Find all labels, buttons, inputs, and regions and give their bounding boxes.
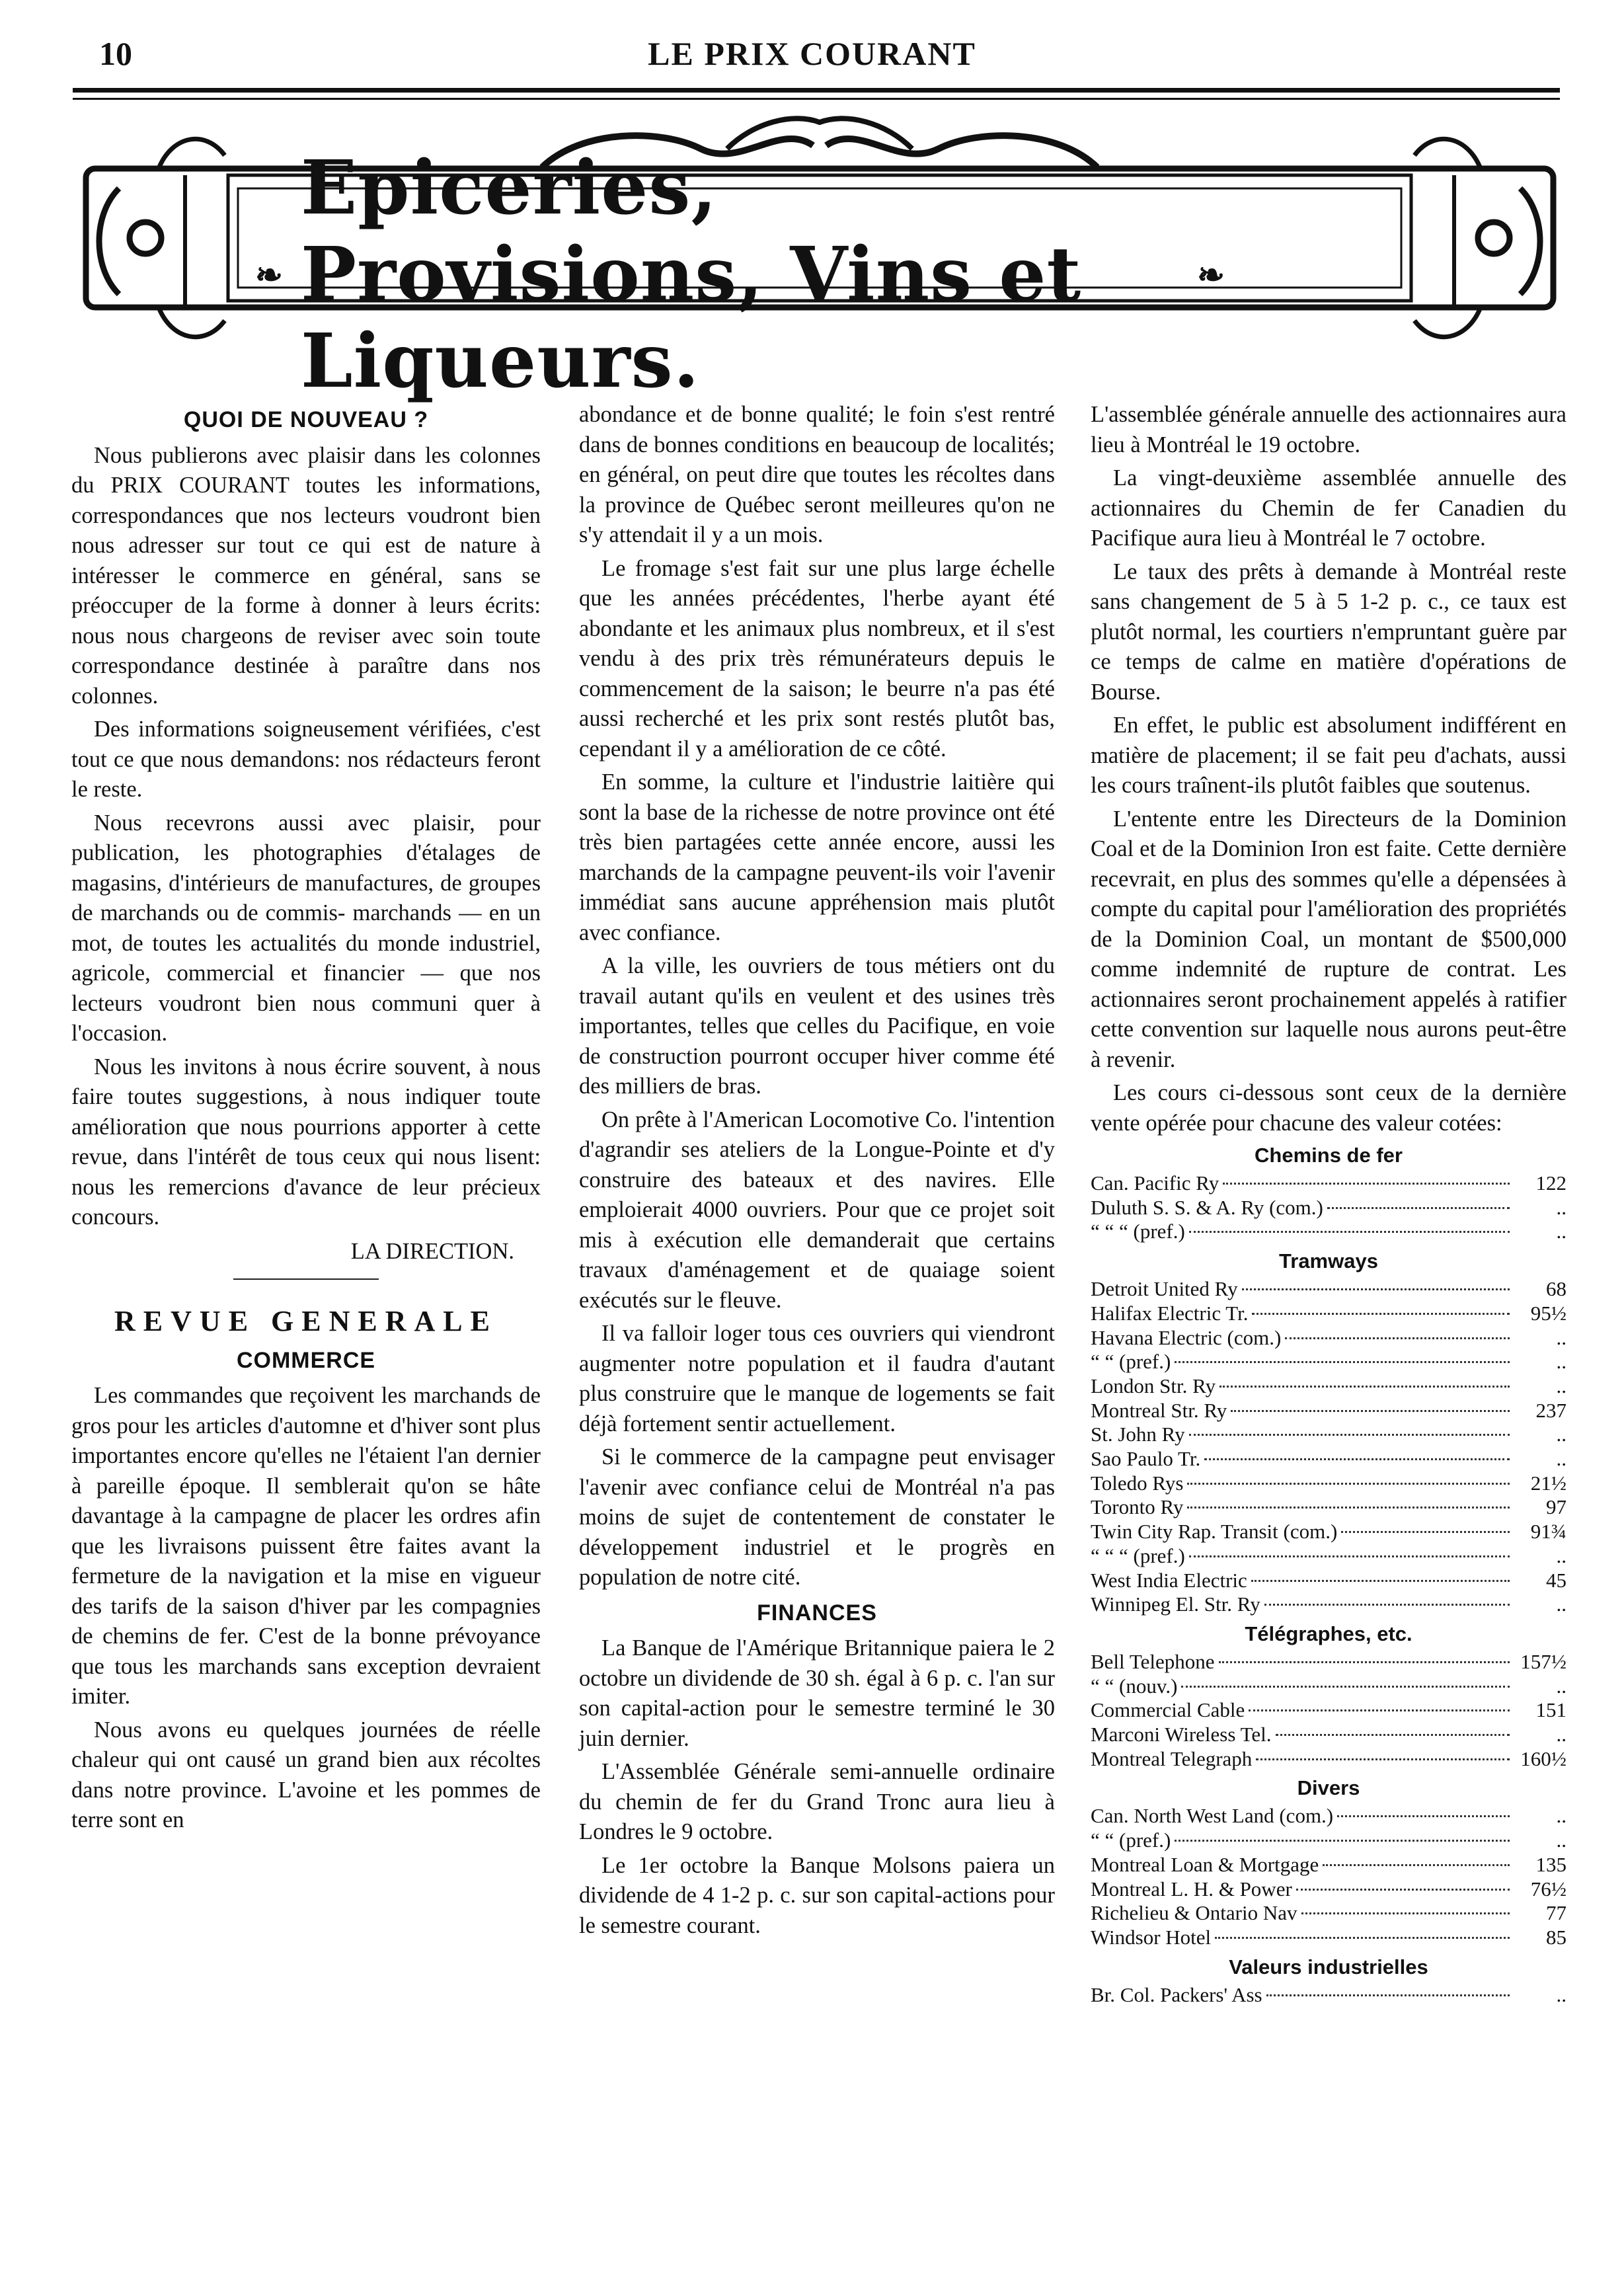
paragraph: Des informations soigneusement vérifiées, c'est tout ce que nous demandons: nos rédacteurs feront le reste. xyxy=(71,717,541,802)
paragraph: Le taux des prêts à demande à Montréal reste sans changement de 5 à 5 1-2 p. c., ce taux est plutôt normal, les courtiers n'empruntant guère par ce temps de calme en matière d'opérations de Bourse. xyxy=(1091,559,1566,705)
stock-name: Windsor Hotel xyxy=(1091,1925,1212,1949)
dot-leader xyxy=(1189,1231,1510,1233)
stock-group-heading: Télégraphes, etc. xyxy=(1245,1622,1412,1645)
stock-name: Can. Pacific Ry xyxy=(1091,1171,1219,1195)
stock-row xyxy=(1091,1698,1566,1723)
stock-price: 160½ xyxy=(1520,1746,1566,1770)
stock-row xyxy=(1091,1374,1566,1399)
stock-price: 77 xyxy=(1546,1901,1566,1925)
stock-name: Twin City Rap. Transit (com.) xyxy=(1091,1520,1338,1544)
stock-price: .. xyxy=(1556,1804,1566,1828)
stock-row xyxy=(1091,1569,1566,1593)
stock-price: 21½ xyxy=(1530,1471,1566,1495)
dot-leader xyxy=(1231,1410,1510,1412)
stock-price: .. xyxy=(1556,1592,1566,1616)
dot-leader xyxy=(1337,1815,1510,1817)
stock-price: 151 xyxy=(1535,1698,1566,1722)
stock-row xyxy=(1091,1220,1566,1244)
stock-row xyxy=(1091,1350,1566,1374)
dot-leader xyxy=(1276,1734,1510,1736)
paragraph: Si le commerce de la campagne peut envisager l'avenir avec confiance celui de Montréal n'a pas moins de sujet de contentement de constater le développement industriel et le progrès en population de notre cité. xyxy=(579,1444,1055,1590)
stock-row xyxy=(1091,1302,1566,1326)
paragraph: Nous publierons avec plaisir dans les colonnes du PRIX COURANT toutes les informations, correspondances que nos lecteurs voudront bien nous adresser sur tout ce qui est de nature à intéresser le commerce en général, sans se préoccuper de la forme à donner à leurs écrits: nous nous chargeons de reviser avec soin toute correspondance destinée à paraître dans nos colonnes. xyxy=(71,442,541,709)
dot-leader xyxy=(1242,1288,1510,1290)
stock-name: “ “ (nouv.) xyxy=(1091,1674,1178,1698)
paragraph: Les cours ci-dessous sont ceux de la dernière vente opérée pour chacune des valeur cotées: xyxy=(1091,1080,1566,1136)
stock-name: Montreal L. H. & Power xyxy=(1091,1877,1292,1901)
stock-row xyxy=(1091,1326,1566,1351)
stock-name: “ “ (pref.) xyxy=(1091,1828,1171,1852)
stock-name: Montreal Str. Ry xyxy=(1091,1398,1227,1422)
paragraph: On prête à l'American Locomotive Co. l'intention d'agrandir ses ateliers de la Longue-Pointe et d'y construire des bateaux et des navires. Elle emploierait 4000 ouvriers. Pour que ce projet soit mis à exécution elle demanderait que certains travaux d'aménagement et de quaiage soient exécutés sur le fleuve. xyxy=(579,1107,1055,1313)
stock-row xyxy=(1091,1853,1566,1877)
dot-leader xyxy=(1204,1458,1510,1460)
stock-name: Montreal Loan & Mortgage xyxy=(1091,1852,1319,1876)
stock-row xyxy=(1091,1901,1566,1926)
stock-row xyxy=(1091,1447,1566,1471)
stock-row xyxy=(1091,1399,1566,1423)
stock-price: 45 xyxy=(1546,1568,1566,1592)
stock-price: 85 xyxy=(1546,1925,1566,1949)
stock-name: Bell Telephone xyxy=(1091,1649,1215,1673)
stock-name: Commercial Cable xyxy=(1091,1698,1245,1722)
column-left xyxy=(71,400,541,1836)
paragraph: Nous les invitons à nous écrire souvent, à nous faire toutes suggestions, à nous indiquer toute amélioration que nous pourrions apporter à cette revue, dans l'intérêt de tous ceux qui nous lisent: nous les remercions d'avance de leur précieux concours. xyxy=(71,1054,541,1230)
banner-title-text: Epiceries, Provisions, Vins et Liqueurs. xyxy=(300,144,1082,405)
paragraph: L'assemblée générale annuelle des actionnaires aura lieu à Montréal le 19 octobre. xyxy=(1091,402,1566,457)
stock-price: 157½ xyxy=(1520,1649,1566,1673)
stock-row xyxy=(1091,1520,1566,1544)
stock-name: Duluth S. S. & A. Ry (com.) xyxy=(1091,1195,1323,1219)
dot-leader xyxy=(1341,1531,1510,1533)
stock-price: .. xyxy=(1556,1674,1566,1698)
stock-name: London Str. Ry xyxy=(1091,1374,1216,1397)
stock-price: .. xyxy=(1556,1374,1566,1397)
stock-price: 76½ xyxy=(1530,1877,1566,1901)
stock-name: Marconi Wireless Tel. xyxy=(1091,1723,1272,1746)
stock-group-heading: Tramways xyxy=(1279,1249,1378,1273)
page-number: 10 xyxy=(99,35,132,72)
stock-row xyxy=(1091,1747,1566,1772)
paragraph: A la ville, les ouvriers de tous métiers ont du travail autant qu'ils en veulent et des usines très importantes, telles que celles du Pacifique, en voie de construction pourront occuper hiver comme été des milliers de bras. xyxy=(579,953,1055,1099)
paragraph: En somme, la culture et l'industrie laitière qui sont la base de la richesse de notre province ont été très bien partagées cette année encore, aussi les marchands de la campagne peuvent-ils voir l'avenir immédiat sans aucune appréhension mais plutôt avec confiance. xyxy=(579,769,1055,945)
paragraph: La vingt-deuxième assemblée annuelle des actionnaires du Chemin de fer Canadien du Pacifique aura lieu à Montréal le 7 octobre. xyxy=(1091,465,1566,551)
stock-row xyxy=(1091,1723,1566,1747)
stock-price: 68 xyxy=(1546,1277,1566,1301)
paragraph: abondance et de bonne qualité; le foin s'est rentré dans de bonnes conditions en beaucoup de localités; en général, on peut dire que toutes les récoltes dans la province de Québec seront meilleures qu'on ne s'y attendait il y a un mois. xyxy=(579,402,1055,547)
dot-leader xyxy=(1256,1758,1510,1760)
stock-price: .. xyxy=(1556,1350,1566,1374)
stock-row xyxy=(1091,1804,1566,1828)
dot-leader xyxy=(1296,1889,1510,1891)
banner-title xyxy=(238,144,1243,405)
stock-price: 135 xyxy=(1535,1852,1566,1876)
banner-ornament-right: ❧ xyxy=(1197,255,1225,294)
stock-name: Winnipeg El. Str. Ry xyxy=(1091,1592,1260,1616)
stock-price: 95½ xyxy=(1530,1301,1566,1325)
dot-leader xyxy=(1189,1434,1510,1436)
stock-name: “ “ (pref.) xyxy=(1091,1350,1171,1374)
stock-row xyxy=(1091,1650,1566,1674)
paragraph: Nous recevrons aussi avec plaisir, pour publication, les photographies d'étalages de magasins, d'intérieurs de manufactures, de groupes de marchands ou de commis- marchands — en un mot, de toutes les actualités du monde industriel, agricole, commercial et financier — que nos lecteurs voudront bien nous communi quer à l'occasion. xyxy=(71,810,541,1046)
stock-price: .. xyxy=(1556,1723,1566,1746)
stock-name: “ “ “ (pref.) xyxy=(1091,1220,1185,1243)
paragraph: Nous avons eu quelques journées de réelle chaleur qui ont causé un grand bien aux récoltes dans notre province. L'avoine et les pommes de terre sont en xyxy=(71,1717,541,1832)
stock-row xyxy=(1091,1828,1566,1853)
stock-name: Can. North West Land (com.) xyxy=(1091,1804,1334,1828)
paragraph: La Banque de l'Amérique Britannique paiera le 2 octobre un dividende de 30 sh. égal à 6 p. c. l'an sur son capital-action pour le semestre terminé le 30 juin dernier. xyxy=(579,1635,1055,1751)
dot-leader xyxy=(1301,1912,1510,1914)
stock-name: Sao Paulo Tr. xyxy=(1091,1447,1201,1471)
stock-name: Havana Electric (com.) xyxy=(1091,1325,1282,1349)
stock-price: 122 xyxy=(1535,1171,1566,1195)
dot-leader xyxy=(1252,1313,1510,1315)
heading-commerce: COMMERCE xyxy=(236,1347,376,1373)
dot-leader xyxy=(1219,1661,1510,1663)
dot-leader xyxy=(1285,1337,1510,1339)
stock-name: St. John Ry xyxy=(1091,1423,1185,1446)
stock-price: .. xyxy=(1556,1423,1566,1446)
stock-row xyxy=(1091,1674,1566,1699)
header-rule-thick xyxy=(73,88,1560,93)
column-divider xyxy=(233,1278,379,1280)
stock-group-heading: Divers xyxy=(1297,1776,1360,1800)
stock-price: .. xyxy=(1556,1447,1566,1471)
paragraph: L'entente entre les Directeurs de la Dominion Coal et de la Dominion Iron est faite. Cette dernière recevrait, en plus des sommes qu'elle a dépensées à compte du capital pour l'amélioration des propriétés de la Dominion Coal, un montant de $500,000 comme indemnité de rupture de contrat. Les actionnaires seront prochainement appelés à ratifier cette convention sur laquelle nous aurons peut-être à revenir. xyxy=(1091,806,1566,1072)
stock-name: Halifax Electric Tr. xyxy=(1091,1301,1249,1325)
dot-leader xyxy=(1323,1864,1510,1866)
dot-leader xyxy=(1187,1507,1510,1509)
dot-leader xyxy=(1175,1361,1510,1363)
stock-row xyxy=(1091,1926,1566,1950)
header-rule-thin xyxy=(73,98,1560,100)
stock-name: West India Electric xyxy=(1091,1568,1247,1592)
dot-leader xyxy=(1181,1686,1510,1688)
paragraph: En effet, le public est absolument indifférent en matière de placement; il se fait peu d'achats, aussi les cours traînent-ils plutôt faibles que soutenus. xyxy=(1091,713,1566,798)
stock-name: Richelieu & Ontario Nav xyxy=(1091,1901,1297,1925)
running-title: LE PRIX COURANT xyxy=(648,35,976,72)
dot-leader xyxy=(1187,1483,1510,1485)
stock-group-heading: Valeurs industrielles xyxy=(1229,1955,1428,1979)
stock-price: .. xyxy=(1556,1828,1566,1852)
stock-row xyxy=(1091,1471,1566,1496)
section-title-revue-generale: REVUE GENERALE xyxy=(114,1305,498,1337)
column-right xyxy=(1091,400,1566,2007)
dot-leader xyxy=(1223,1183,1510,1185)
stock-price: .. xyxy=(1556,1220,1566,1243)
stock-price: .. xyxy=(1556,1544,1566,1567)
stock-quotes-table xyxy=(1091,1141,1566,2007)
stock-row xyxy=(1091,1277,1566,1302)
stock-name: Montreal Telegraph xyxy=(1091,1746,1253,1770)
stock-group-heading: Chemins de fer xyxy=(1255,1144,1403,1167)
dot-leader xyxy=(1189,1555,1510,1557)
stock-row xyxy=(1091,1983,1566,2008)
stock-price: .. xyxy=(1556,1982,1566,2006)
heading-finances: FINANCES xyxy=(757,1600,877,1626)
stock-name: “ “ “ (pref.) xyxy=(1091,1544,1185,1567)
heading-quoi-de-nouveau: QUOI DE NOUVEAU ? xyxy=(183,407,429,432)
paragraph: Le 1er octobre la Banque Molsons paiera un dividende de 4 1-2 p. c. sur son capital-actions pour le semestre courant. xyxy=(579,1852,1055,1938)
stock-price: .. xyxy=(1556,1325,1566,1349)
dot-leader xyxy=(1327,1207,1510,1209)
dot-leader xyxy=(1175,1840,1510,1842)
paragraph: Les commandes que reçoivent les marchands de gros pour les articles d'automne et d'hiver sont plus importantes encore qu'elles ne l'étaient l'an dernier à pareille époque. Il semblerait qu'on se hâte davantage à la campagne de placer les ordres afin que les livraisons puissent être faites avant la fermeture de la navigation et la mise en vigueur des tarifs de la saison d'hiver par les compagnies de chemins de fer. C'est de la bonne prévoyance que tous les marchands sans exception devraient imiter. xyxy=(71,1383,541,1709)
paragraph: Le fromage s'est fait sur une plus large échelle que les années précédentes, l'herbe ayant été abondante et les animaux plus nombreux, et il s'est vendu à des prix très rémunérateurs depuis le commencement de la saison; le beurre n'a pas été aussi recherché et les prix sont restés plutôt bas, cependant il y a amélioration de ce côté. xyxy=(579,555,1055,762)
stock-name: Toronto Ry xyxy=(1091,1495,1184,1519)
banner-ornament-left: ❧ xyxy=(255,255,284,294)
dot-leader xyxy=(1266,1994,1510,1996)
stock-row xyxy=(1091,1495,1566,1520)
dot-leader xyxy=(1215,1937,1510,1939)
dot-leader xyxy=(1264,1604,1510,1606)
stock-row xyxy=(1091,1423,1566,1447)
signature: LA DIRECTION. xyxy=(350,1238,514,1264)
paragraph: L'Assemblée Générale semi-annuelle ordinaire du chemin de fer du Grand Tronc aura lieu à Londres le 9 octobre. xyxy=(579,1759,1055,1844)
column-middle xyxy=(579,400,1055,1941)
dot-leader xyxy=(1219,1386,1510,1388)
stock-name: Br. Col. Packers' Ass xyxy=(1091,1982,1262,2006)
dot-leader xyxy=(1251,1580,1510,1582)
stock-price: 97 xyxy=(1546,1495,1566,1519)
stock-row xyxy=(1091,1544,1566,1569)
stock-row xyxy=(1091,1196,1566,1220)
paragraph: Il va falloir loger tous ces ouvriers qui viendront augmenter notre population et il faudra d'autant plus construire que le manque de logements se fait déjà fortement sentir actuellement. xyxy=(579,1321,1055,1436)
stock-price: .. xyxy=(1556,1195,1566,1219)
stock-price: 237 xyxy=(1535,1398,1566,1422)
dot-leader xyxy=(1249,1709,1510,1711)
stock-row xyxy=(1091,1171,1566,1196)
stock-price: 91¾ xyxy=(1530,1520,1566,1544)
stock-name: Toledo Rys xyxy=(1091,1471,1184,1495)
stock-row xyxy=(1091,1877,1566,1902)
stock-row xyxy=(1091,1592,1566,1617)
stock-name: Detroit United Ry xyxy=(1091,1277,1238,1301)
